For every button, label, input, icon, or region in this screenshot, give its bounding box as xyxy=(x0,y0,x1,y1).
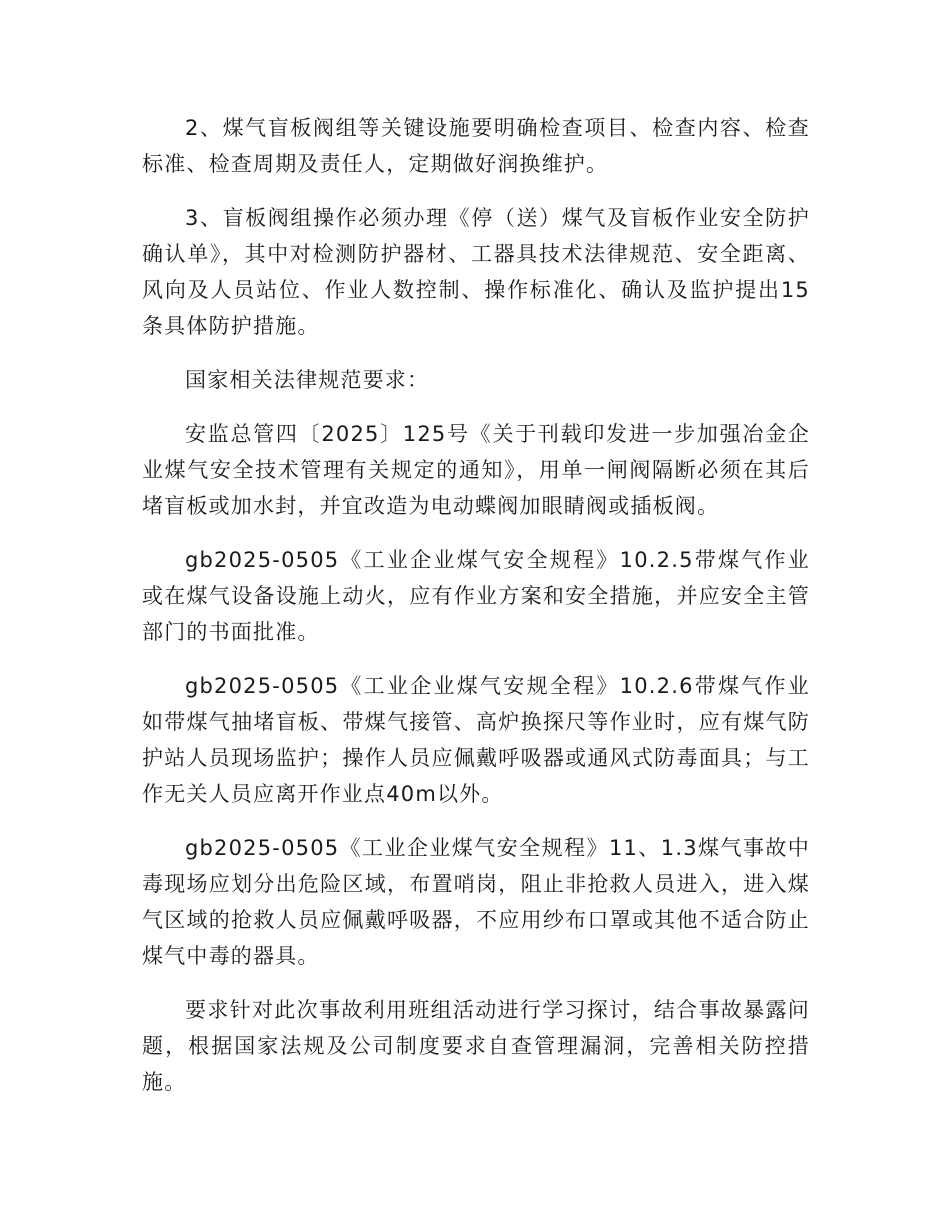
paragraph-rule-10-2-5: gb2025-0505《工业企业煤气安全规程》10.2.5带煤气作业或在煤气设备设施上动火，应有作业方案和安全措施，并应安全主管部门的书面批准。 xyxy=(142,548,810,644)
paragraph-confirmation-form: 3、盲板阀组操作必须办理《停（送）煤气及盲板作业安全防护确认单》，其中对检测防护器材、工器具技术法律规范、安全距离、风向及人员站位、作业人数控制、操作标准化、确认及监护提出15条具体防护措施。 xyxy=(142,206,810,338)
paragraph-rule-10-2-6: gb2025-0505《工业企业煤气安规全程》10.2.6带煤气作业如带煤气抽堵盲板、带煤气接管、高炉换探尺等作业时，应有煤气防护站人员现场监护；操作人员应佩戴呼吸器或通风式防毒面具；与工作无关人员应离开作业点40m以外。 xyxy=(142,674,810,806)
paragraph-regulations-heading: 国家相关法律规范要求： xyxy=(185,368,430,392)
paragraph-maintenance: 2、煤气盲板阀组等关键设施要明确检查项目、检查内容、检查标准、检查周期及责任人，定期做好润换维护。 xyxy=(142,116,810,176)
paragraph-notice-125: 安监总管四〔2025〕125号《关于刊载印发进一步加强冶金企业煤气安全技术管理有关规定的通知》，用单一闸阀隔断必须在其后堵盲板或加水封，并宜改造为电动蝶阀加眼睛阀或插板阀。 xyxy=(142,422,810,518)
document-body xyxy=(142,110,810,1118)
paragraph-rule-11-1-3: gb2025-0505《工业企业煤气安全规程》11、1.3煤气事故中毒现场应划分出危险区域，布置哨岗，阻止非抢救人员进入，进入煤气区域的抢救人员应佩戴呼吸器，不应用纱布口罩或其他不适合防止煤气中毒的器具。 xyxy=(142,836,810,968)
paragraph-requirement: 要求针对此次事故利用班组活动进行学习探讨，结合事故暴露问题，根据国家法规及公司制度要求自查管理漏洞，完善相关防控措施。 xyxy=(142,998,810,1094)
